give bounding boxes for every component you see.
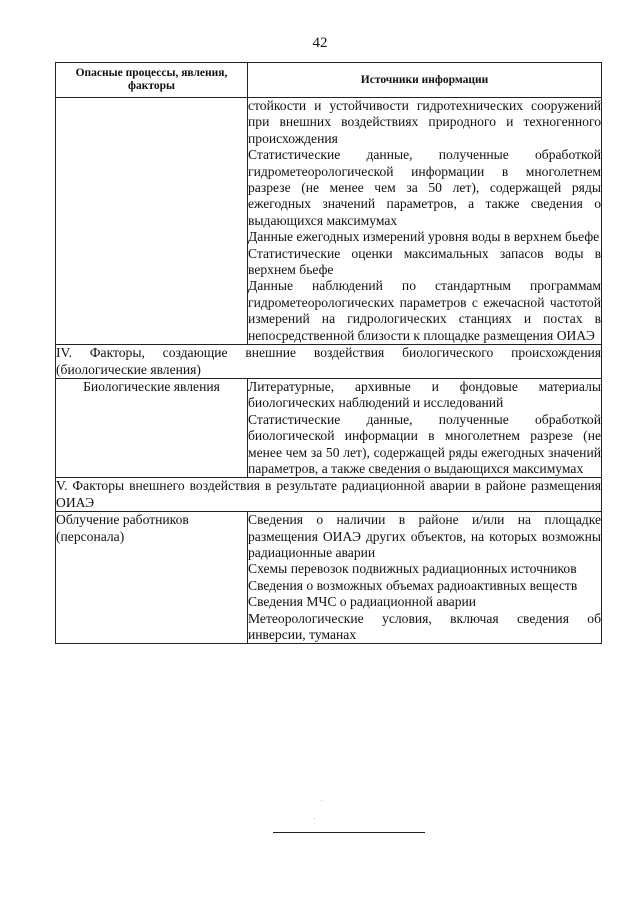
source-item: стойкости и устойчивости гидротехнических сооружений при внешних воздействиях природного и техногенного происхождения	[248, 98, 601, 146]
source-item: Метеорологические условия, включая сведения об инверсии, туманах	[248, 610, 601, 642]
section-iv-heading	[56, 345, 602, 379]
source-item: Сведения МЧС о радиационной аварии	[248, 594, 477, 610]
information-sources-table	[55, 62, 602, 644]
table-header-row	[56, 63, 602, 98]
table-row	[56, 378, 602, 477]
source-item: Статистические данные, полученные обработкой биологической информации в многолетнем разрезе (не менее чем за 50 лет), содержащей ряды ежегодных значений параметров, а также сведения о выдающихся максимумах	[248, 411, 601, 476]
footer-divider	[273, 832, 425, 833]
table-row	[56, 512, 602, 644]
source-item: Литературные, архивные и фондовые материалы биологических наблюдений и исследований	[248, 378, 601, 411]
source-item: Данные ежегодных измерений уровня воды в верхнем бьефе	[248, 229, 600, 245]
source-item: Сведения о возможных объемах радиоактивных веществ	[248, 577, 578, 593]
header-processes: Опасные процессы, явления, факторы	[56, 63, 248, 98]
sources-cell	[248, 378, 602, 477]
source-item: Сведения о наличии в районе и/или на площадке размещения ОИАЭ других объектов, на которых возможны радиационные аварии	[248, 512, 601, 560]
section-row	[56, 478, 602, 512]
process-cell-empty	[56, 98, 248, 345]
process-cell-radiation: Облучение работников (персонала)	[56, 512, 248, 644]
source-item: Схемы перевозок подвижных радиационных источников	[248, 561, 577, 577]
process-cell-biological: Биологические явления	[56, 378, 248, 477]
header-sources: Источники информации	[248, 63, 602, 98]
source-item: Статистические данные, полученные обработкой гидрометеорологической информации в многолетнем разрезе (не менее чем за 50 лет), содержащей ряды ежегодных значений параметров, а также сведения о выдающихся максимумах	[248, 147, 601, 228]
scan-speck	[321, 800, 322, 801]
section-v-text: V. Факторы внешнего воздействия в результате радиационной аварии в районе размещения ОИАЭ	[56, 478, 601, 510]
section-row	[56, 345, 602, 379]
sources-cell	[248, 98, 602, 345]
table-row	[56, 98, 602, 345]
page-number: 42	[312, 35, 328, 51]
source-item: Статистические оценки максимальных запасов воды в верхнем бьефе	[248, 245, 601, 278]
section-iv-text: IV. Факторы, создающие внешние воздействия биологического происхождения (биологические явления)	[56, 345, 601, 377]
source-item: Данные наблюдений по стандартным программам гидрометеорологических параметров с ежечасной частотой измерений на гидрологических станциях и постах в непосредственной близости к площадке размещения ОИАЭ	[248, 278, 601, 343]
sources-cell	[248, 512, 602, 644]
section-v-heading	[56, 478, 602, 512]
scan-speck	[314, 818, 315, 819]
